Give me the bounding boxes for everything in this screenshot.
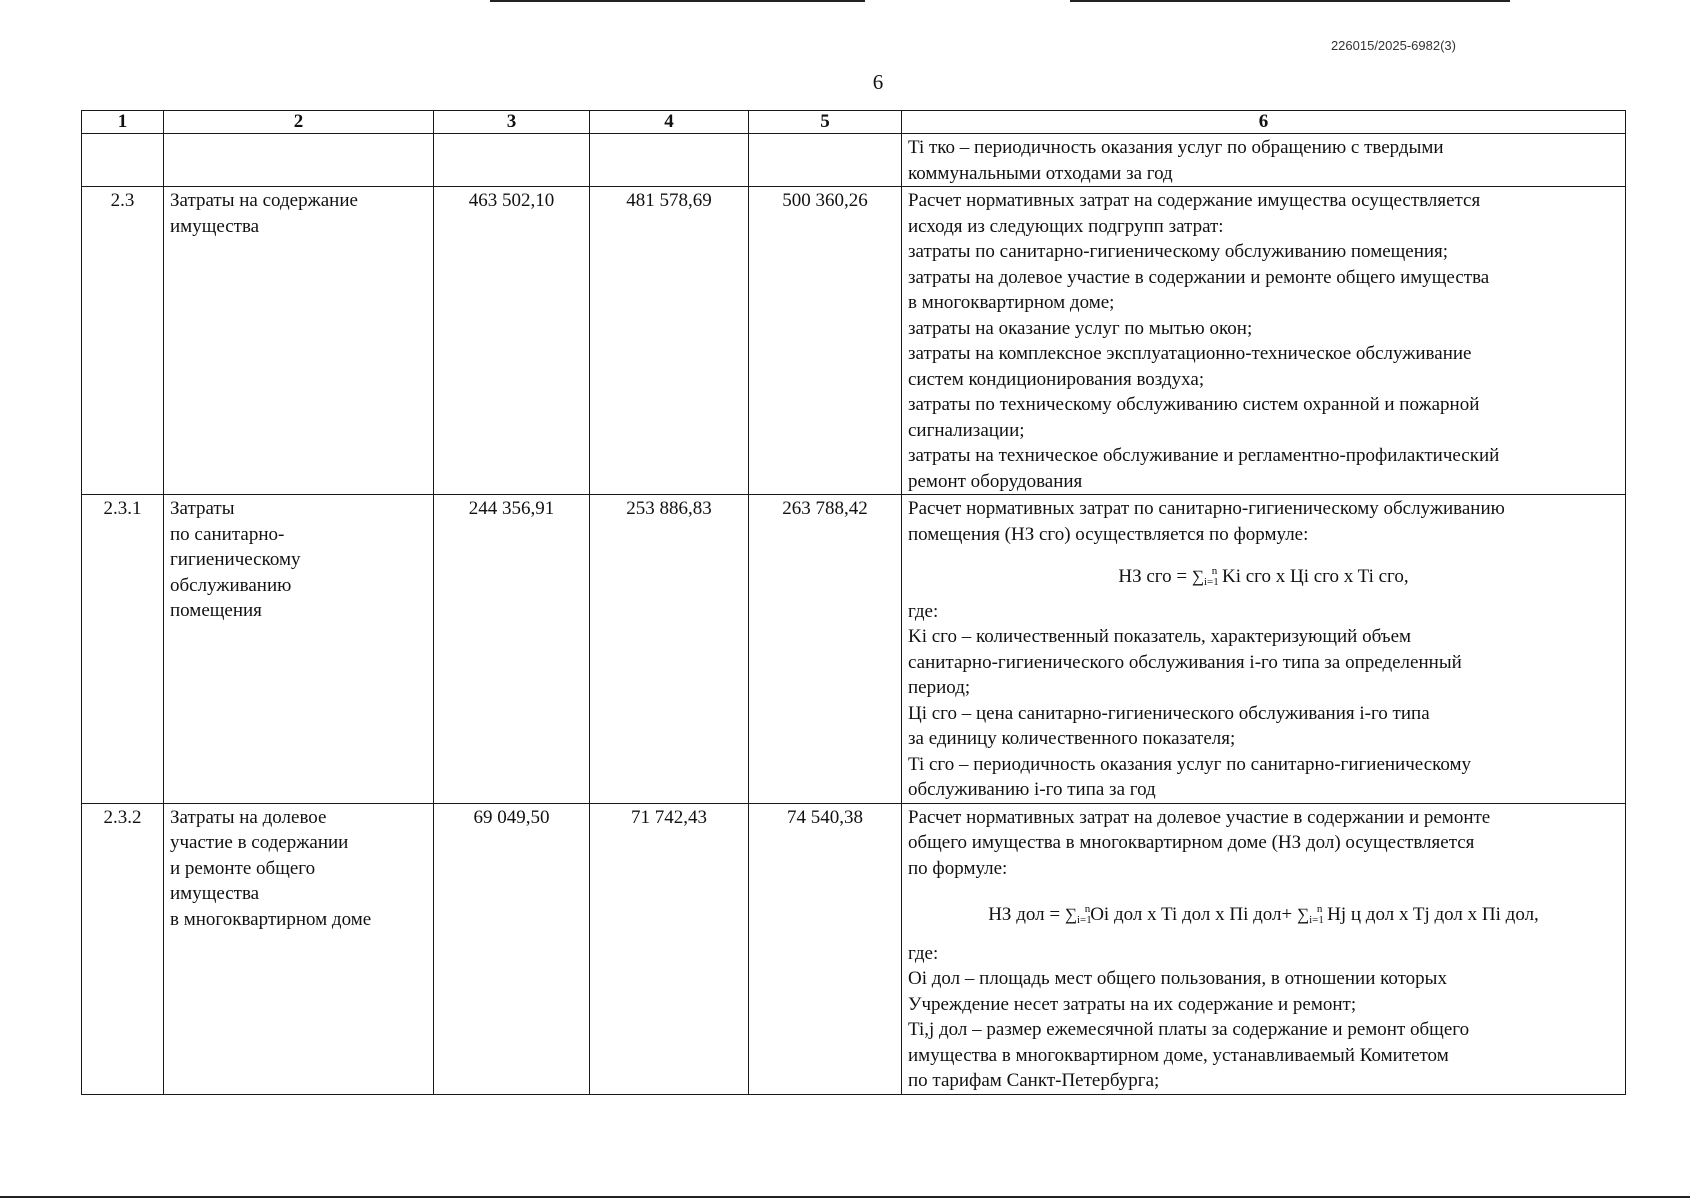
cell-value-3: 463 502,10 — [434, 187, 590, 495]
name-line: обслуживанию — [170, 574, 292, 596]
formula-lhs: НЗ дол = — [988, 904, 1065, 925]
cell-value-5: 74 540,38 — [749, 803, 902, 1094]
sum-lower-bound: i=1 — [1076, 914, 1092, 926]
name-line: гигиеническому — [170, 549, 301, 570]
description-line: сигнализации; — [908, 419, 1025, 441]
name-line: по санитарно- — [170, 523, 285, 545]
cell-num — [82, 134, 164, 187]
cost-table — [81, 110, 1626, 1095]
cell-value-5 — [749, 134, 902, 187]
description-line: в многоквартирном доме; — [908, 292, 1115, 313]
description-line: систем кондиционирования воздуха; — [908, 368, 1205, 390]
description-line: исходя из следующих подгрупп затрат: — [908, 215, 1224, 237]
cell-value-4: 71 742,43 — [590, 803, 749, 1094]
description-line: Учреждение несет затраты на их содержание и ремонт; — [908, 993, 1357, 1015]
description-line: Oi дол – площадь мест общего пользования, в отношении которых — [908, 968, 1447, 989]
formula-part-1: Oi дол x Ti дол x Пi дол+ — [1090, 904, 1297, 925]
description-line: Ti,j дол – размер ежемесячной платы за содержание и ремонт общего — [908, 1019, 1470, 1040]
description-line: Ti тко – периодичность оказания услуг по обращению с твердыми — [908, 137, 1444, 158]
description-line: имущества в многоквартирном доме, устанавливаемый Комитетом — [908, 1044, 1449, 1066]
sum-symbol: ∑ — [1297, 905, 1310, 924]
description-line: Ti сго – периодичность оказания услуг по санитарно-гигиеническому — [908, 753, 1472, 775]
description-line: обслуживанию i-го типа за год — [908, 779, 1156, 800]
name-line: Затраты на долевое — [170, 806, 327, 828]
formula-nz-dol — [908, 897, 1619, 934]
cell-value-3 — [434, 134, 590, 187]
name-line: в многоквартирном доме — [170, 908, 372, 930]
cell-value-5: 263 788,42 — [749, 495, 902, 804]
description-line: где: — [908, 600, 939, 622]
scan-edge-line — [490, 0, 865, 2]
name-line: имущества — [170, 215, 260, 237]
description-line: затраты на долевое участие в содержании и ремонте общего имущества — [908, 266, 1490, 288]
column-header-6: 6 — [902, 111, 1626, 134]
cell-num: 2.3.1 — [82, 495, 164, 804]
cell-value-5: 500 360,26 — [749, 187, 902, 495]
description-line: Расчет нормативных затрат на долевое участие в содержании и ремонте — [908, 806, 1491, 828]
cell-value-4: 253 886,83 — [590, 495, 749, 804]
cell-value-4: 481 578,69 — [590, 187, 749, 495]
description-line: Цi сго – цена санитарно-гигиенического обслуживания i-го типа — [908, 702, 1430, 724]
column-header-3: 3 — [434, 111, 590, 134]
description-line: коммунальными отходами за год — [908, 162, 1173, 184]
name-line: Затраты на содержание — [170, 190, 358, 211]
name-line: участие в содержании — [170, 832, 349, 853]
description-line: санитарно-гигиенического обслуживания i-го типа за определенный — [908, 651, 1462, 673]
cell-description — [902, 187, 1626, 495]
cell-num: 2.3.2 — [82, 803, 164, 1094]
description-line: ремонт оборудования — [908, 470, 1083, 492]
description-line: период; — [908, 677, 971, 698]
scan-edge-line — [1070, 0, 1510, 2]
cell-description — [902, 803, 1626, 1094]
description-line: Ki сго – количественный показатель, характеризующий объем — [908, 626, 1412, 647]
cell-description — [902, 495, 1626, 804]
scan-edge-line — [0, 1196, 1690, 1198]
formula-nz-sgo — [908, 559, 1619, 596]
sum-upper-bound: n — [1211, 565, 1218, 577]
page-number: 6 — [872, 70, 884, 94]
table-row-2-3-2 — [82, 803, 1626, 1094]
sum-upper-bound: n — [1316, 903, 1323, 915]
table-row-continuation — [82, 134, 1626, 187]
description-line: где: — [908, 942, 939, 964]
column-header-2: 2 — [164, 111, 434, 134]
cell-name — [164, 187, 434, 495]
column-header-1: 1 — [82, 111, 164, 134]
cell-name — [164, 803, 434, 1094]
sum-lower-bound: i=1 — [1309, 914, 1324, 926]
description-line: общего имущества в многоквартирном доме (НЗ дол) осуществляется — [908, 832, 1475, 853]
column-header-5: 5 — [749, 111, 902, 134]
description-line: по формуле: — [908, 857, 1008, 879]
table-row-2-3-1 — [82, 495, 1626, 804]
description-line: затраты по техническому обслуживанию систем охранной и пожарной — [908, 394, 1480, 415]
sum-symbol: ∑ — [1191, 567, 1204, 586]
formula-rhs: Ki сго x Цi сго x Ti сго, — [1217, 566, 1409, 587]
description-line: затраты по санитарно-гигиеническому обслуживанию помещения; — [908, 241, 1449, 262]
description-line: затраты на комплексное эксплуатационно-техническое обслуживание — [908, 343, 1472, 364]
cell-description — [902, 134, 1626, 187]
cell-value-3: 244 356,91 — [434, 495, 590, 804]
name-line: помещения — [170, 600, 262, 621]
description-line: помещения (НЗ сго) осуществляется по формуле: — [908, 523, 1309, 545]
name-line: Затраты — [170, 498, 235, 519]
table-header-row — [82, 111, 1626, 134]
formula-part-2: Hj ц дол x Tj дол x Пi дол, — [1322, 904, 1539, 925]
sum-upper-bound: n — [1084, 903, 1091, 915]
description-line: затраты на техническое обслуживание и регламентно-профилактический — [908, 445, 1500, 466]
cell-value-4 — [590, 134, 749, 187]
formula-lhs: НЗ сго = — [1118, 566, 1192, 587]
column-header-4: 4 — [590, 111, 749, 134]
cell-num: 2.3 — [82, 187, 164, 495]
document-id: 226015/2025-6982(3) — [1330, 38, 1456, 53]
table-row-2-3 — [82, 187, 1626, 495]
description-line: за единицу количественного показателя; — [908, 728, 1236, 749]
cell-value-3: 69 049,50 — [434, 803, 590, 1094]
sum-lower-bound: i=1 — [1203, 576, 1219, 588]
description-line: по тарифам Санкт-Петербурга; — [908, 1070, 1160, 1091]
description-line: Расчет нормативных затрат на содержание имущества осуществляется — [908, 190, 1481, 211]
cell-name — [164, 134, 434, 187]
description-line: затраты на оказание услуг по мытью окон; — [908, 317, 1253, 339]
name-line: имущества — [170, 883, 260, 904]
sum-symbol: ∑ — [1064, 905, 1077, 924]
cell-name — [164, 495, 434, 804]
name-line: и ремонте общего — [170, 857, 316, 879]
description-line: Расчет нормативных затрат по санитарно-гигиеническому обслуживанию — [908, 498, 1505, 519]
